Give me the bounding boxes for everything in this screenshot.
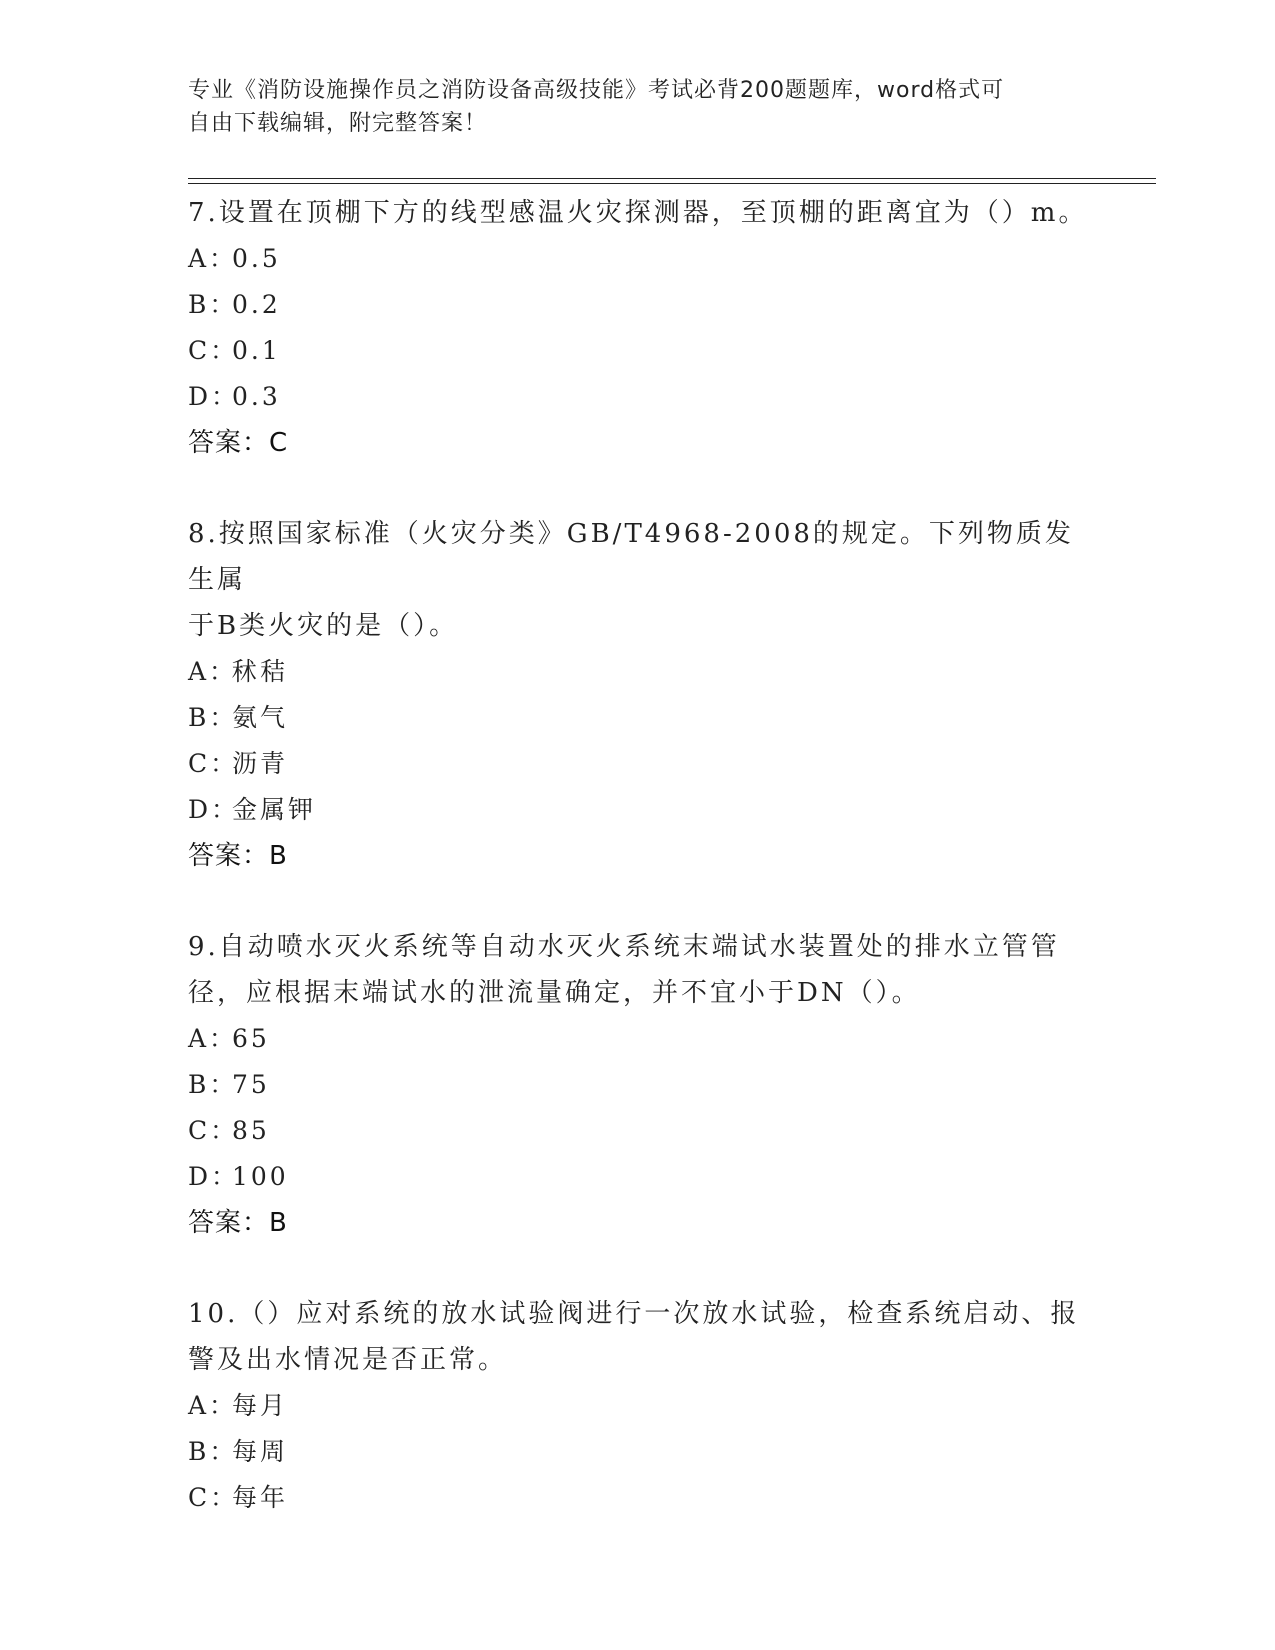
option-text: 100 bbox=[232, 1162, 289, 1191]
question-stem-line-1: 8.按照国家标准（火灾分类》GB/T4968-2008的规定。下列物质发生属 bbox=[188, 519, 1074, 595]
question-stem-line-1: 9.自动喷水灭火系统等自动水灭火系统末端试水装置处的排水立管管 bbox=[188, 932, 1060, 962]
question-9 bbox=[188, 924, 1088, 1246]
option-b bbox=[188, 1429, 1088, 1475]
option-text: 金属钾 bbox=[232, 795, 317, 824]
answer-label: 答案：C bbox=[188, 428, 289, 458]
question-7 bbox=[188, 190, 1088, 466]
header-divider-top bbox=[188, 178, 1156, 179]
option-a bbox=[188, 649, 1088, 695]
option-text: 每周 bbox=[232, 1437, 289, 1466]
option-text: 0.1 bbox=[232, 336, 281, 365]
option-b bbox=[188, 282, 1088, 328]
option-a bbox=[188, 1016, 1088, 1062]
option-b bbox=[188, 695, 1088, 741]
question-stem: 7.设置在顶棚下方的线型感温火灾探测器，至顶棚的距离宜为（）m。 bbox=[188, 198, 1088, 228]
option-text: 0.2 bbox=[232, 290, 281, 319]
answer-label: 答案：B bbox=[188, 1208, 288, 1238]
option-b bbox=[188, 1062, 1088, 1108]
question-stem-line-1: 10.（）应对系统的放水试验阀进行一次放水试验，检查系统启动、报 bbox=[188, 1299, 1080, 1329]
question-stem-line-2: 警及出水情况是否正常。 bbox=[188, 1345, 508, 1375]
option-a bbox=[188, 1383, 1088, 1429]
option-c bbox=[188, 1108, 1088, 1154]
option-d bbox=[188, 374, 1088, 420]
option-c bbox=[188, 741, 1088, 787]
option-text: 氨气 bbox=[232, 703, 289, 732]
question-8 bbox=[188, 511, 1088, 879]
option-text: 秫秸 bbox=[232, 657, 289, 686]
option-d bbox=[188, 1154, 1088, 1200]
option-letter: D： bbox=[188, 1162, 240, 1191]
option-c bbox=[188, 328, 1088, 374]
question-stem-line-2: 于B类火灾的是（）。 bbox=[188, 611, 459, 641]
option-letter: B： bbox=[188, 1437, 238, 1466]
question-10 bbox=[188, 1291, 1088, 1521]
option-letter: C： bbox=[188, 749, 239, 778]
option-letter: C： bbox=[188, 1483, 239, 1512]
document-header bbox=[188, 74, 1068, 140]
option-text: 沥青 bbox=[232, 749, 289, 778]
option-letter: D： bbox=[188, 795, 240, 824]
header-line-2: 自由下载编辑，附完整答案！ bbox=[188, 111, 488, 136]
option-letter: B： bbox=[188, 1070, 238, 1099]
option-letter: C： bbox=[188, 336, 239, 365]
option-text: 85 bbox=[232, 1116, 270, 1145]
option-a bbox=[188, 236, 1088, 282]
option-letter: D： bbox=[188, 382, 240, 411]
option-letter: B： bbox=[188, 703, 238, 732]
option-text: 65 bbox=[232, 1024, 270, 1053]
option-text: 每年 bbox=[232, 1483, 289, 1512]
option-text: 0.5 bbox=[232, 244, 281, 273]
question-list bbox=[188, 190, 1088, 1521]
option-letter: C： bbox=[188, 1116, 239, 1145]
answer-label: 答案：B bbox=[188, 841, 288, 871]
option-d bbox=[188, 787, 1088, 833]
option-c bbox=[188, 1475, 1088, 1521]
option-text: 75 bbox=[232, 1070, 270, 1099]
option-letter: A： bbox=[188, 1024, 238, 1053]
question-stem-line-2: 径，应根据末端试水的泄流量确定，并不宜小于DN（）。 bbox=[188, 978, 921, 1008]
option-text: 每月 bbox=[232, 1391, 289, 1420]
option-text: 0.3 bbox=[232, 382, 281, 411]
option-letter: A： bbox=[188, 1391, 238, 1420]
option-letter: B： bbox=[188, 290, 238, 319]
option-letter: A： bbox=[188, 244, 238, 273]
header-divider-bottom bbox=[188, 183, 1156, 184]
header-line-1: 专业《消防设施操作员之消防设备高级技能》考试必背200题题库，word格式可 bbox=[188, 78, 1005, 103]
option-letter: A： bbox=[188, 657, 238, 686]
